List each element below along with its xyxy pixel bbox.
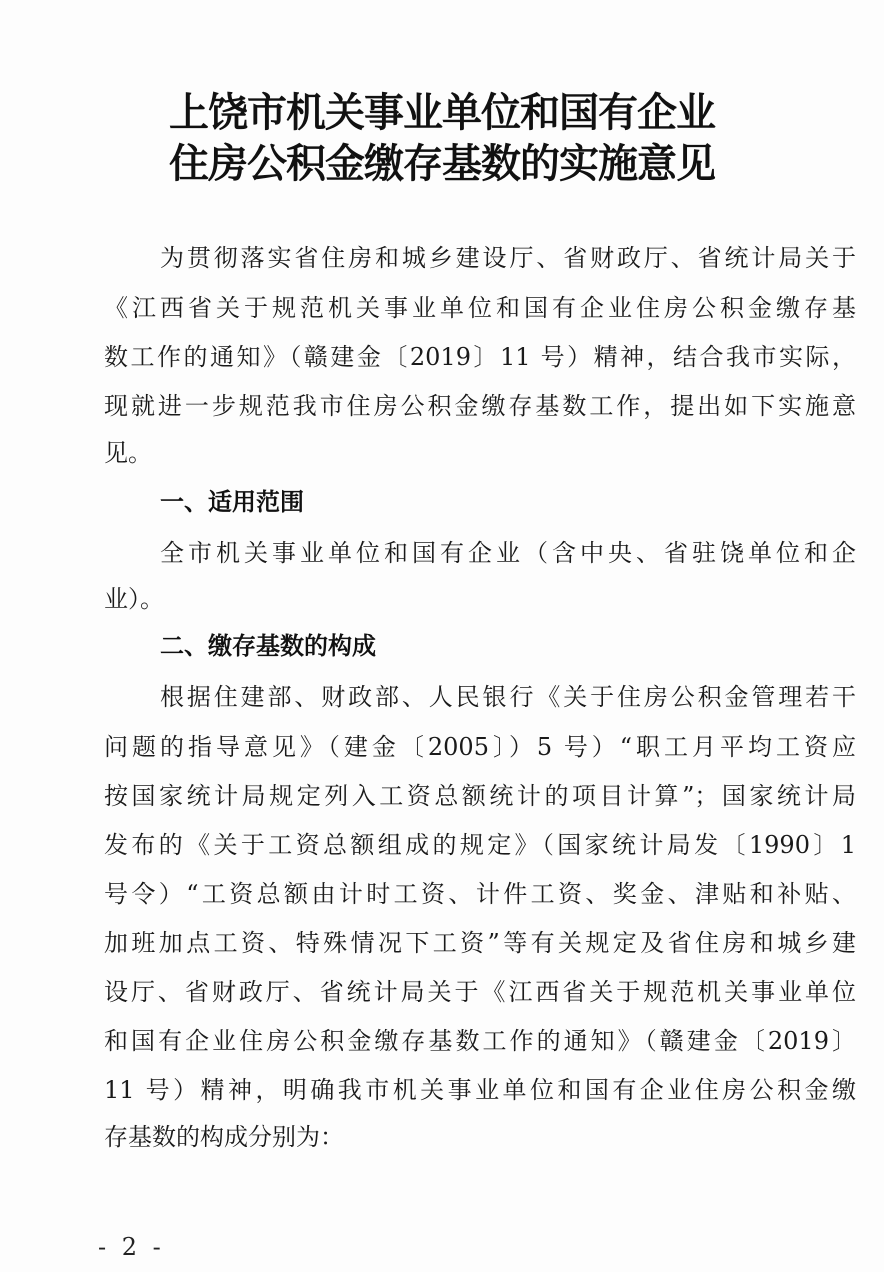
section2-line: 号令）“工资总额由计时工资、计件工资、奖金、津贴和补贴、 — [104, 880, 856, 908]
section2-line: 存基数的构成分别为： — [104, 1123, 344, 1151]
intro-line: 数工作的通知》（赣建金〔2019〕11 号）精神，结合我市实际， — [104, 343, 856, 371]
intro-line: 为贯彻落实省住房和城乡建设厅、省财政厅、省统计局关于 — [160, 244, 856, 272]
document-title-line-2: 住房公积金缴存基数的实施意见 — [169, 140, 715, 187]
page-number: - 2 - — [98, 1233, 165, 1261]
intro-line: 见。 — [104, 439, 152, 467]
section-heading-composition: 二、缴存基数的构成 — [160, 632, 376, 660]
intro-line: 现就进一步规范我市住房公积金缴存基数工作，提出如下实施意 — [104, 392, 856, 420]
section2-line: 问题的指导意见》（建金〔2005〕）5 号）“职工月平均工资应 — [104, 733, 856, 761]
document-title-line-1: 上饶市机关事业单位和国有企业 — [169, 89, 715, 136]
section-heading-scope: 一、适用范围 — [160, 488, 304, 516]
section2-line: 设厅、省财政厅、省统计局关于《江西省关于规范机关事业单位 — [104, 978, 856, 1006]
intro-line: 《江西省关于规范机关事业单位和国有企业住房公积金缴存基 — [104, 294, 856, 322]
section2-line: 加班加点工资、特殊情况下工资”等有关规定及省住房和城乡建 — [104, 929, 856, 957]
section2-line: 发布的《关于工资总额组成的规定》（国家统计局发〔1990〕1 — [104, 831, 856, 859]
section2-line: 按国家统计局规定列入工资总额统计的项目计算”；国家统计局 — [104, 782, 856, 810]
section2-line: 11 号）精神，明确我市机关事业单位和国有企业住房公积金缴 — [104, 1076, 856, 1104]
section2-line: 和国有企业住房公积金缴存基数工作的通知》（赣建金〔2019〕 — [104, 1027, 856, 1055]
section2-line: 根据住建部、财政部、人民银行《关于住房公积金管理若干 — [160, 683, 856, 711]
section1-line: 业）。 — [104, 585, 164, 613]
section1-line: 全市机关事业单位和国有企业（含中央、省驻饶单位和企 — [160, 539, 856, 567]
